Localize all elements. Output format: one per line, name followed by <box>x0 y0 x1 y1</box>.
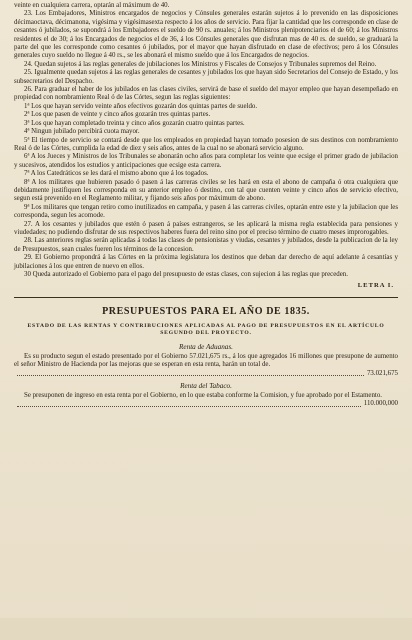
paragraph: 7ª A los Catedráticos se les dará el mismo abono que á los togados. <box>24 170 209 178</box>
paragraph: 30 Queda autorizado el Gobierno para el pago del presupuesto de estas clases, con sujecion á las reglas que preceden. <box>24 271 348 278</box>
paragraph: 3ª Los que hayan completado treinta y cinco años gozarán cuatro quintas partes. <box>24 119 245 127</box>
dot-leader <box>17 406 361 407</box>
paragraph: 4ª Ningun jubilado percibirá cuota mayor. <box>24 128 140 136</box>
paragraph: 26. Para graduar el haber de los jubilados en las clases civiles, servirá de base el sueldo del mayor empleo que hayan desempeñado en propiedad con nombramiento Real ó de las Córtes, segun las reglas siguientes: <box>14 86 398 102</box>
tabaco-text: Se presuponen de ingreso en esta renta por el Gobierno, en lo que estaba conforme la Comision, y fue aprobado por el Estamento. <box>24 392 383 400</box>
paragraph: 29. El Gobierno propondrá á las Córtes en la próxima legislatura los destinos que deban dar derecho de aquí adelante á cesantías y jubilaciones á los que entren de nuevo en ellos. <box>14 254 398 270</box>
paragraph: 1ª Los que hayan servido veinte años efectivos gozarán dos quintas partes de sueldo. <box>24 102 258 110</box>
divider <box>14 297 398 298</box>
paragraph: veinte en cualquiera carrera, optarán al máximum de 40. <box>14 2 170 9</box>
tabaco-entry <box>14 392 398 400</box>
paragraph: 9ª Los militares que tengan retiro como inutilizados en campaña, y pasen á las carreras civiles, optarán entre este y la jubilacion que les corresponda, segun les acomode. <box>14 203 398 220</box>
aduanas-amount-row <box>14 370 398 378</box>
dot-leader <box>17 375 364 376</box>
section-title: PRESUPUESTOS PARA EL AÑO DE 1835. <box>102 305 310 317</box>
section-subtitle: ESTADO DE LAS RENTAS Y CONTRIBUCIONES APLICADAS AL PAGO DE PRESUPUESTOS EN EL ARTÍCULO SEGUNDO DEL PROYECTO. <box>27 322 385 336</box>
paragraph: 2ª Los que pasen de veinte y cinco años gozarán tres quintas partes. <box>24 111 211 119</box>
paragraph: 25. Igualmente quedan sujetos á las reglas generales de cesantes y jubilados los que hayan sido Secretarios del Consejo de Estado, y los subsecretarios del Despacho. <box>14 69 398 85</box>
tabaco-amount-row <box>14 400 398 408</box>
paragraph: 6ª A los Jueces y Ministros de los Tribunales se abonarán ocho años para completar los veinte que ecsige el primer grado de jubilacion y sucesivos, atendidos los estudios y anticipaciones que ecsige esta carrera. <box>14 153 398 169</box>
aduanas-amount: 73.021,675 <box>366 369 398 377</box>
tabaco-heading: Renta del Tabaco. <box>180 382 232 391</box>
paragraph: 24. Quedan sujetos á las reglas generales de jubilaciones los Ministros y Fiscales de Consejos y Tribunales supremos del Reino. <box>24 60 377 68</box>
paragraph: 8ª A los militares que hubieren pasado ó pasen á las carreras civiles se les hará en esta el abono de campaña ó otra cualquiera que debidamente justifiquen les corresponda en su anterior empleo ó destino, con tal que cuenten veinte y cinco años de servicio efectivo, segun está prevenido en el Reglamento militar, y fijando seis años por máximum de abono. <box>14 178 398 203</box>
paragraph: 27. A los cesantes y jubilados que estén ó pasen á países estrangeros, se les aplicará la misma regla establecida para pensiones y viudedades; no pudiendo disfrutar de sus respectivos haberes fuera del reino sino por el preciso término de cuatro meses improrogables. <box>14 220 398 236</box>
paragraph: 5ª El tiempo de servicio se contará desde que los empleados en propiedad hayan tomado posesion de sus destinos con nombramiento Real ó de las Córtes, cumplida la edad de diez y seis años, antes de la cual no se abonará servicio alguno. <box>14 136 398 152</box>
aduanas-entry <box>14 353 398 370</box>
aduanas-text: Es su producto segun el estado presentado por el Gobierno 57.021,675 rs., á los que agregados 16 millones que presupone de aumento el señor Ministro de Hacienda por las mejoras que se esperan en esta renta, harán un total de. <box>14 352 398 369</box>
tabaco-amount: 110.000,000 <box>363 400 398 408</box>
paragraph: 28. Las anteriores reglas serán aplicadas á todas las clases de pensionistas y viudas, cesantes y jubilados, desde la publicacion de la ley de Presupuestos, sean cuales fueren los términos de la concesion. <box>14 237 398 253</box>
regulation-text <box>14 2 398 279</box>
paragraph: 23. Los Embajadores, Ministros encargados de negocios y Cónsules generales estarán sujetos á lo prevenido en las disposiciones décimaoctava, décimanona, vigésima y vigésimasexta respecto á los años de servicio. Para fijar la cantidad que les corresponde en clase de cesantes ó jubilados, se supondrá á los Embajadores el sueldo de 90 rs. anuales; á los Ministros plenipotenciarios el de 60; á los Ministros residentes el de 30; á los Encargados de negocios el de 36, á los Cónsules generales que disfrutan mas de 40 rs. de sueldo, se graduará la parte del que les corresponde como cesantes ó jubilados, por el mayor que hayan disfrutado en clase de efectivos; pero á los Cónsules generales cuyo sueldo no llegue á 40 rs., se les abonará el mismo sueldo que á los Encargados de negocios. <box>14 10 398 60</box>
aduanas-heading: Renta de Aduanas. <box>179 342 233 351</box>
letra-label: LETRA I. <box>357 282 394 290</box>
